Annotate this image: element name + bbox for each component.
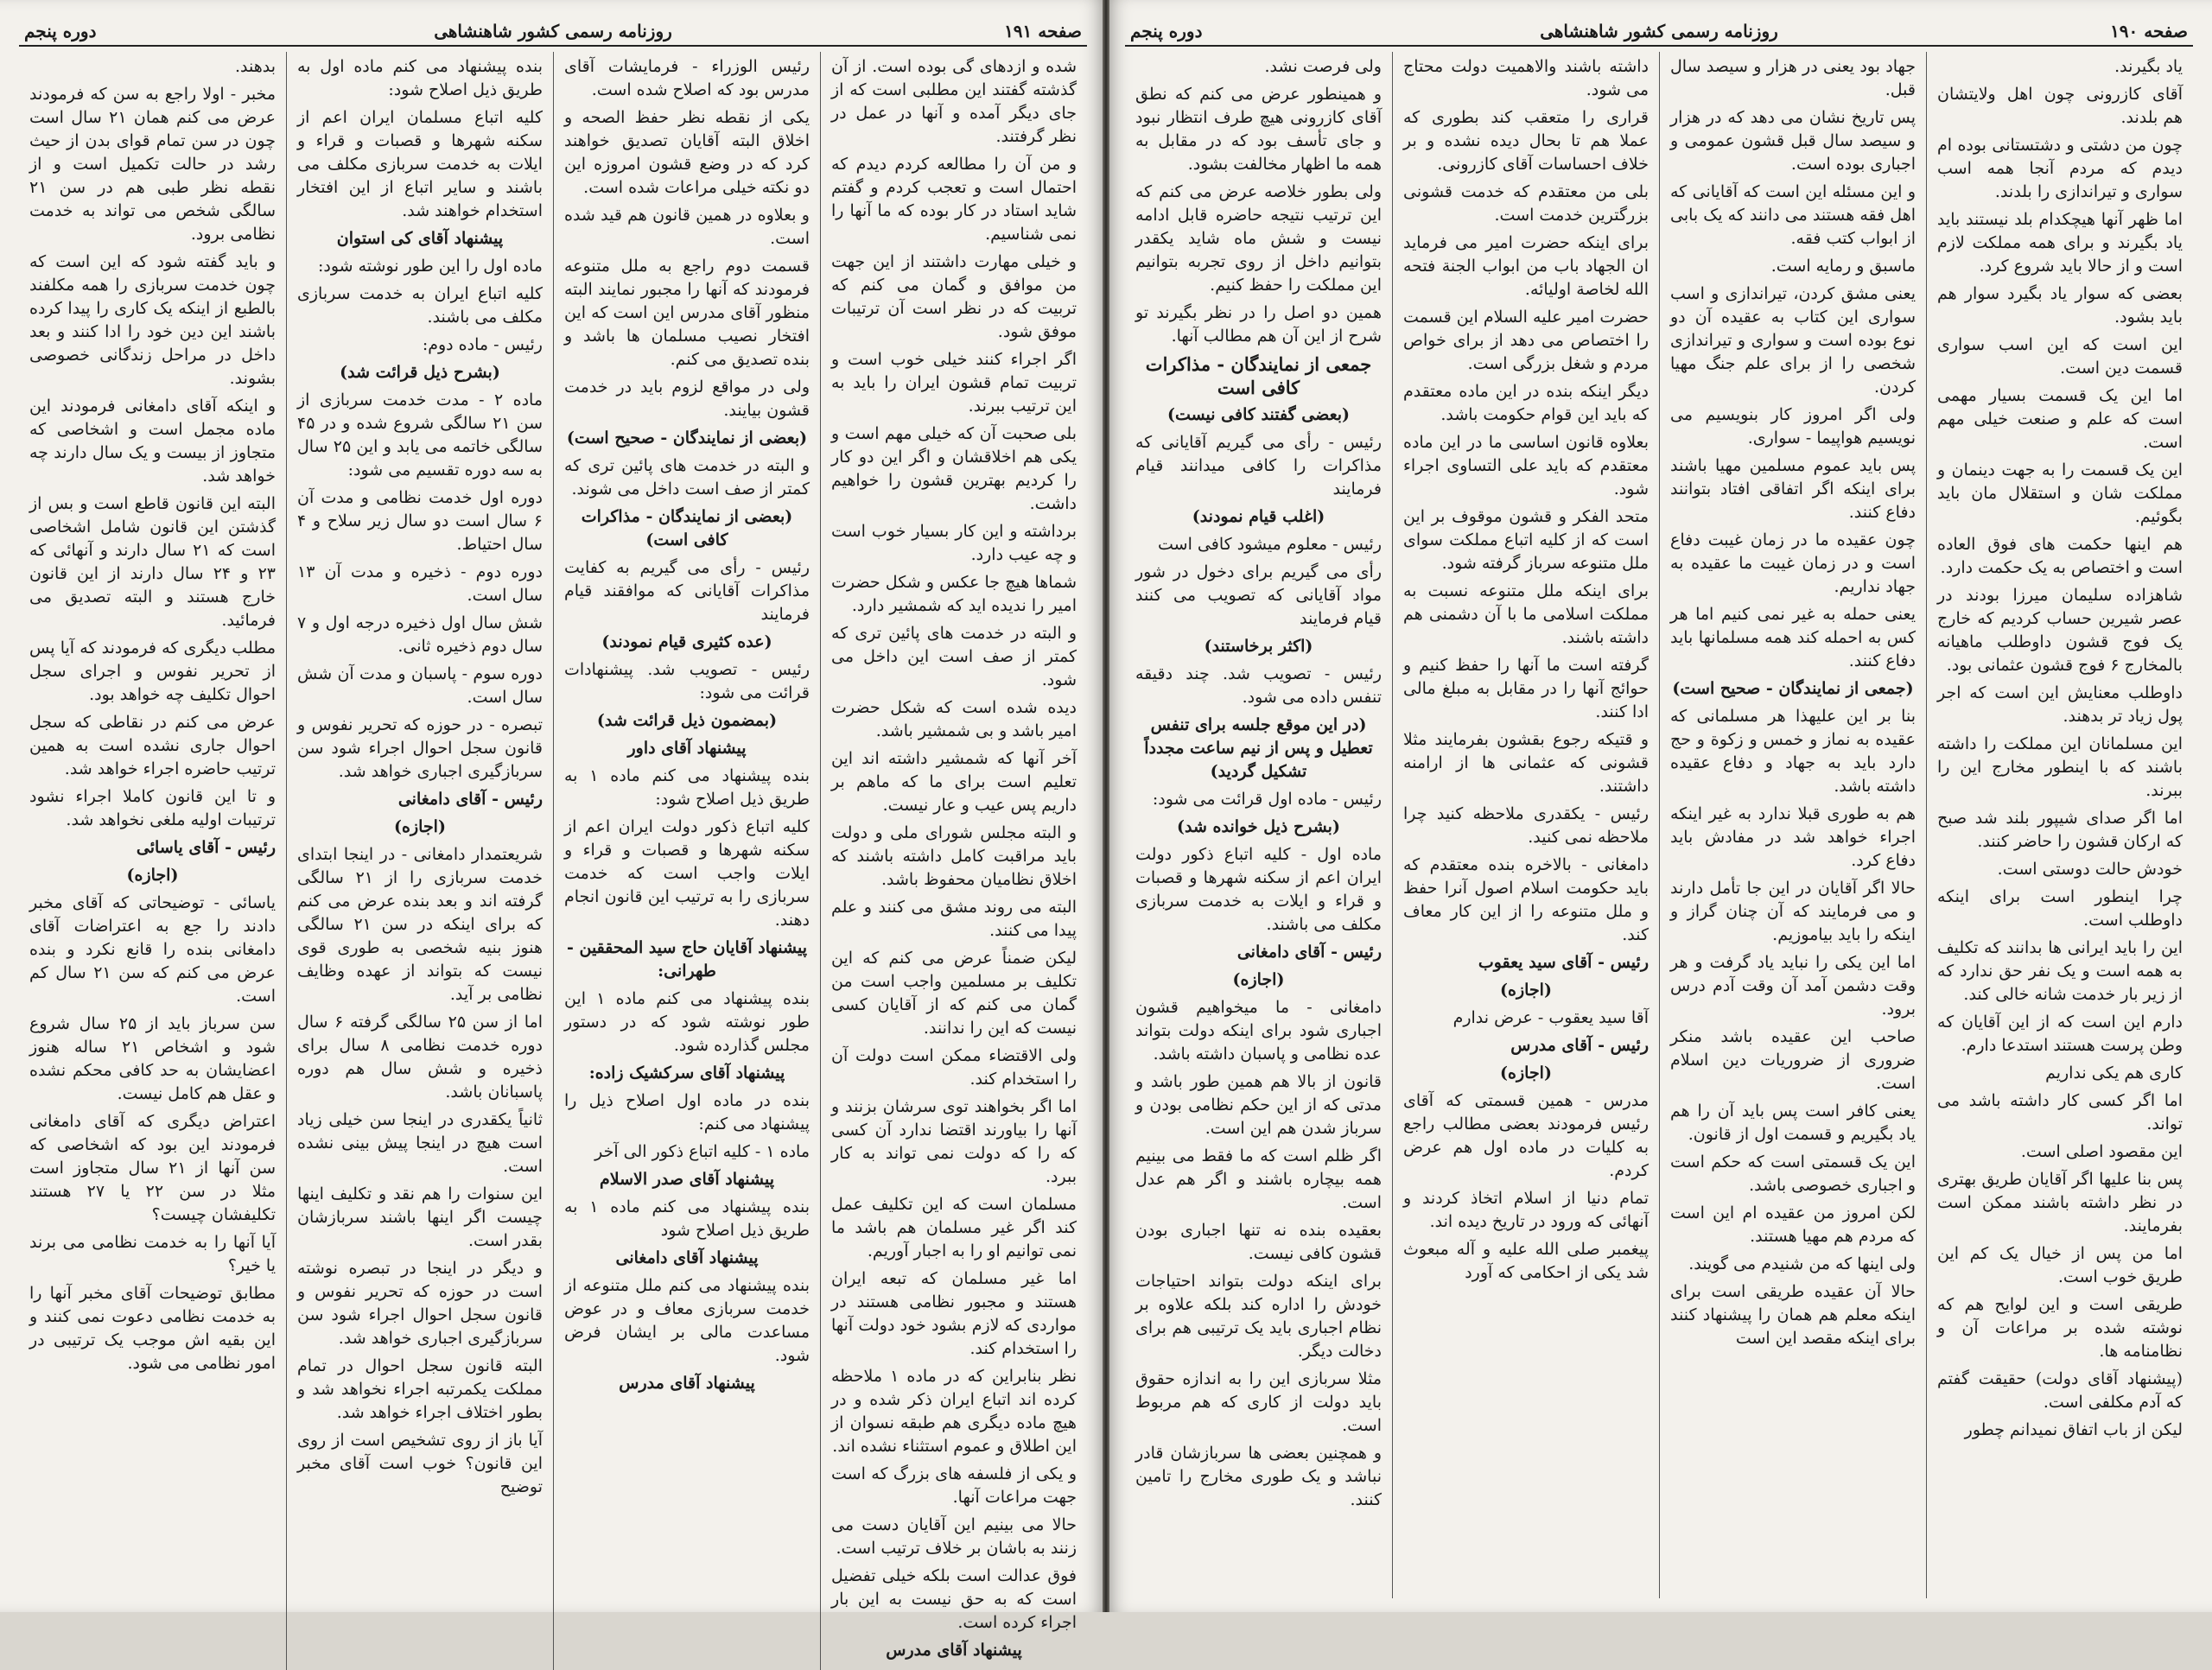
paragraph: رئیس - آقای یاسائی — [136, 838, 276, 857]
paragraph: بعلاوه قانون اساسی ما در این ماده معتقدم که باید علی التساوی اجراء شود. — [1403, 433, 1649, 498]
paragraph: ولی الاقتضاء ممکن است دولت آن را استخدام کند. — [831, 1046, 1077, 1089]
paragraph: ولی اینها که من شنیدم می گویند. — [1688, 1254, 1916, 1273]
paragraph: برداشته و این کار بسیار خوب است و چه عیب دارد. — [831, 522, 1077, 564]
right-page-column-4 — [1125, 52, 1392, 1598]
paragraph: اما اگر بخواهند توی سرشان بزنند و آنها را بیاورند اقتضا ندارد آن کسی که را که دولت نمی تواند به کار ببرد. — [831, 1097, 1077, 1186]
paragraph: رئیس - معلوم میشود کافی است — [1158, 535, 1382, 554]
paragraph: رئیس - یکقدری ملاحظه کنید چرا ملاحظه نمی کنید. — [1403, 804, 1649, 847]
paragraph: (عده کثیری قیام نمودند) — [601, 632, 772, 651]
paragraph: تمام دنیا از اسلام اتخاذ کردند و آنهائی که ورود در تاریخ دیده اند. — [1403, 1189, 1649, 1231]
right-page-number: صفحه ۱۹۰ — [2110, 21, 2188, 41]
paragraph: البته می روند مشق می کنند و علم پیدا می کنند. — [831, 898, 1077, 940]
paragraph: مدرس - همین قسمتی که آقای رئیس فرمودند بعضی مطالب راجع به کلیات در ماده اول هم عرض کردم. — [1403, 1091, 1649, 1180]
paragraph: برای اینکه دولت بتواند احتیاجات خودش را اداره کند بلکه علاوه بر نظام اجباری باید یک ترتیبی هم برای دخالت دیگر. — [1135, 1272, 1382, 1361]
paragraph: اما من پس از خیال یک کم این طریق خوب است. — [1937, 1244, 2183, 1286]
paragraph: ولی فرصت نشد. — [1264, 57, 1382, 76]
paragraph: این مسلمانان این مملکت را داشته باشند که با اینطور مخارج این را ببرند. — [1937, 734, 2183, 800]
paragraph: و همچنین بعضی ها سربازشان قادر نباشد و یک طوری مخارج را تامین کنند. — [1135, 1444, 1382, 1509]
paragraph: رئیس - ماده اول قرائت می شود: — [1152, 790, 1382, 809]
paragraph: صاحب این عقیده باشد منکر ضروری از ضروریات دین اسلام است. — [1670, 1027, 1916, 1093]
paragraph: (اجازه) — [1232, 970, 1285, 989]
paragraph: البته قانون سجل احوال در تمام مملکت یکمرتبه اجراء نخواهد شد و بطور اختلاف اجراء خواهد شد. — [297, 1356, 543, 1422]
left-page-column-4 — [19, 52, 286, 1670]
paragraph: بنده پیشنهاد می کنم ملل متنوعه از خدمت سربازی معاف و در عوض مساعدت مالی بر ایشان فرض شود. — [564, 1276, 810, 1365]
paragraph: دوره سوم - پاسبان و مدت آن شش سال است. — [297, 664, 543, 707]
paragraph: این است که این اسب سواری قسمت دین است. — [1937, 335, 2183, 378]
paragraph: مطلب دیگری که فرمودند که آیا پس از تحریر نفوس و اجرای سجل احوال تکلیف چه خواهد بود. — [29, 638, 276, 704]
paragraph: گرفته است ما آنها را حفظ کنیم و حوائج آنها را در مقابل به مبلغ مالی ادا کنند. — [1403, 656, 1649, 721]
paragraph: حالا اگر آقایان در این جا تأمل دارند و می فرمایند که آن چنان گراز و اینکه را باید بیاموزیم. — [1670, 879, 1916, 944]
right-page-column-2 — [1659, 52, 1926, 1598]
paragraph: و یکی از فلسفه های بزرگ که است جهت مراعات آنها. — [831, 1464, 1077, 1507]
paragraph: بعقیده بنده نه تنها اجباری بودن قشون کافی نیست. — [1135, 1221, 1382, 1263]
paragraph: حالا می بینیم این آقایان دست می زنند به باشان بر خلاف ترتیب است. — [831, 1515, 1077, 1558]
paragraph: کلیه اتباع مسلمان ایران اعم از سکنه شهرها و قصبات و قراء و ایلات به خدمت سربازی مکلف می باشند و سایر اتباع از این افتخار استخدام خواهند شد. — [297, 108, 543, 220]
paragraph: (پیشنهاد آقای دولت) حقیقت گفتم که آدم مکلفی است. — [1937, 1369, 2183, 1412]
paragraph: اما اگر کسی کار داشته باشد می تواند. — [1937, 1091, 2183, 1133]
paragraph: و باید گفته شود که این است که چون خدمت سربازی را همه مکلفند بالطبع از اینکه یک کاری را پیدا کرده باشند این دین خود را ادا کنند و بعد داخل در مراحل زندگانی خصوصی بشوند. — [29, 252, 276, 388]
paragraph: دارم این است که از این آقایان که وطن پرست هستند استدعا دارم. — [1937, 1013, 2183, 1055]
paragraph: این سنوات را هم نقد و تکلیف اینها چیست اگر اینها باشند سربازشان بقدر است. — [297, 1184, 543, 1250]
right-page-title: روزنامه رسمی کشور شاهنشاهی — [1540, 21, 1778, 41]
paragraph: اما اگر صدای شیپور بلند شد صبح که ارکان قشون را حاضر کنند. — [1937, 809, 2183, 851]
paragraph: ماده اول - کلیه اتباع ذکور دولت ایران اعم از سکنه شهرها و قصبات و قراء و ایلات به خدمت سربازی مکلف می باشند. — [1135, 845, 1382, 934]
paragraph: بنده پیشنهاد می کنم ماده ۱ به طریق ذیل اصلاح شود — [564, 1197, 810, 1240]
paragraph: حالا آن عقیده طریقی است برای اینکه معلم هم همان را پیشنهاد کنند برای اینکه مقصد این است — [1670, 1282, 1916, 1348]
paragraph: و تا این قانون کاملا اجراء نشود ترتیبات اولیه ملغی نخواهد شد. — [29, 787, 276, 829]
paragraph: رأی می گیریم برای دخول در شور مواد آقایانی که تصویب می کنند قیام فرمایند — [1135, 562, 1382, 628]
paragraph: اما این یکی را نباید یاد گرفت و هر وقت دشمن آمد آن وقت آدم درس برود. — [1670, 953, 1916, 1019]
paragraph: رئیس - آقای دامغانی — [1236, 943, 1382, 962]
paragraph: این یک قسمت را به جهت دینمان و مملکت شان و استقلال مان باید بگوئیم. — [1937, 460, 2183, 526]
paragraph: مثلا سربازی این را به اندازه حقوق باید دولت از کاری که هم مربوط است. — [1135, 1369, 1382, 1435]
paragraph: و خیلی مهارت داشتند از این جهت من موافق و گمان می کنم که تربیت که در نظر است آن ترتیبات موفق شود. — [831, 252, 1077, 341]
paragraph: مخبر - اولا راجع به سن که فرمودند عرض می کنم همان ۲۱ سال است چون در سن تمام قوای بدن از حیث رشد در حالت تکمیل است و از نقطه نظر طبی هم در سن ۲۱ سالگی شخص می تواند به خدمت نظامی برود. — [29, 85, 276, 244]
paragraph: و البته در خدمت های پائین تری که کمتر از صف است این داخل می شود. — [831, 624, 1077, 689]
paragraph: همین دو اصل را در نظر بگیرند تو شرح از این آن هم مطالب آنها. — [1135, 303, 1382, 346]
paragraph: آخر آنها که شمشیر داشته اند این تعلیم است برای ما که ماهم بر داریم پس عیب و عار نیست. — [831, 749, 1077, 815]
paragraph: دوره دوم - ذخیره و مدت آن ۱۳ سال است. — [297, 562, 543, 605]
paragraph: پیشنهاد آقای سرکشیک زاده: — [588, 1064, 785, 1083]
left-page — [0, 0, 1106, 1660]
paragraph: و این مسئله این است که آقایانی که اهل فقه هستند می دانند که یک بابی از ابواب کتب فقه. — [1670, 182, 1916, 248]
paragraph: ولی بطور خلاصه عرض می کنم که این ترتیب نتیجه حاضره قابل ادامه نیست و شش ماه شاید یکقدر بتوانیم داخل از روی تجربه بتوانیم این مملکت را حفظ کنیم. — [1135, 182, 1382, 295]
paragraph: و دیگر در اینجا در تبصره نوشته است در حوزه که تحریر نفوس و قانون سجل احوال اجراء شود سن سربازگیری اجباری خواهد شد. — [297, 1259, 543, 1348]
paragraph: رئیس - رأی می گیریم به کفایت مذاکرات آقایانی که موافقند قیام فرمایند — [564, 558, 810, 624]
paragraph: کاری هم یکی نداریم — [2045, 1064, 2183, 1083]
paragraph: ثانیاً یکقدری در اینجا سن خیلی زیاد است هیچ در اینجا پیش بینی نشده است. — [297, 1110, 543, 1176]
left-page-number: صفحه ۱۹۱ — [1004, 21, 1082, 41]
paragraph: جمعی از نمایندگان - مذاکرات کافی است — [1145, 353, 1372, 398]
paragraph: لیکن از باب اتفاق نمیدانم چطور — [1964, 1420, 2183, 1439]
paragraph: مطابق توضیحات آقای مخبر آنها را به خدمت نظامی دعوت نمی کنند و این بقیه اش موجب یک ترتیبی در امور نظامی می شود. — [29, 1284, 276, 1373]
paragraph: آیا آنها را به خدمت نظامی می برند یا خیر؟ — [29, 1233, 276, 1275]
paragraph: و اینکه آقای دامغانی فرمودند این ماده مجمل است و اشخاصی که متجاوز از بیست و یک سال دارند چه خواهد شد. — [29, 397, 276, 486]
paragraph: بنا بر این علیهذا هر مسلمانی که عقیده به نماز و خمس و زکوة و حج دارد باید به جهاد و دفاع عقیده داشته باشد. — [1670, 707, 1916, 796]
right-page-columns — [1125, 52, 2193, 1598]
paragraph: یاد بگیرند. — [2114, 57, 2183, 76]
paragraph: هم اینها حکمت های فوق العاده است و اختصاص به یک حکمت دارد. — [1937, 535, 2183, 577]
paragraph: آقای کازرونی چون اهل ولایتشان هم بلدند. — [1937, 85, 2183, 127]
paragraph: (بعضی گفتند کافی نیست) — [1166, 405, 1351, 424]
paragraph: ماده ۲ - مدت خدمت سربازی از سن ۲۱ سالگی شروع شده و در ۴۵ سالگی خاتمه می یابد و این ۲۵ سال به سه دوره تقسیم می شود: — [297, 391, 543, 479]
paragraph: قراری را متعقب کند بطوری که عملا هم تا بحال دیده نشده و بر خلاف احساسات آقای کازرونی. — [1403, 108, 1649, 174]
paragraph: و من آن را مطالعه کردم دیدم که احتمال است و تعجب کردم و گفتم شاید استاد در کار بوده که ما آنها را نمی شناسیم. — [831, 155, 1077, 244]
paragraph: بعضی که سوار یاد بگیرد سوار هم باید بشود. — [1937, 284, 2183, 327]
paragraph: بدهند. — [234, 57, 276, 76]
paragraph: شده و ازدهای گی بوده است. از آن گذشته گفتند این مطلبی است که از جای دیگر آمده و آنها در عمل در نظر گرفتند. — [831, 57, 1077, 146]
paragraph: (اجازه) — [1500, 1064, 1552, 1083]
paragraph: یکی از نقطه نظر حفظ الصحه و اخلاق البته آقایان تصدیق خواهند کرد که در وضع قشون امروزه این دو نکته خیلی مراعات شده است. — [564, 108, 810, 197]
paragraph: قسمت دوم راجع به ملل متنوعه فرمودند که آنها را مجبور نمایند البته منظور آقای مدرس این است که این افتخار نصیب مسلمان ها باشد و بنده تصدیق می کنم. — [564, 257, 810, 369]
paragraph: شاهزاده سلیمان میرزا بودند در عصر شیرین حساب کردیم که خارج یک فوج قشون داوطلب ماهیانه بالمخارج ۶ فوج قشون عثمانی بود. — [1937, 586, 2183, 675]
paragraph: شریعتمدار دامغانی - در اینجا ابتدای خدمت سربازی را از ۲۱ سالگی گرفته اند و بعد بنده عرض می کنم که برای اینکه در سن ۲۱ سالگی هنوز بنیه شخصی به طوری قوی نیست که بتواند از عهده وظایف نظامی بر آید. — [297, 845, 543, 1004]
paragraph: بنده پیشنهاد می کنم ماده ۱ این طور نوشته شود که در دستور مجلس گذارده شود. — [564, 989, 810, 1055]
left-page-column-3 — [286, 52, 553, 1670]
paragraph: و البته مجلس شورای ملی و دولت باید مراقبت کامل داشته باشند که اخلاق نظامیان محفوظ باشد. — [831, 823, 1077, 889]
paragraph: داوطلب معنایش این است که اجر پول زیاد تر بدهند. — [1937, 683, 2183, 726]
paragraph: ماسبق و رمایه است. — [1770, 257, 1916, 276]
paragraph: طریقی است و این لوایح هم که نوشته شده بر مراعات آن و نظامنامه ها. — [1937, 1295, 2183, 1361]
paragraph: (اکثر برخاستند) — [1204, 637, 1313, 656]
paragraph: ماده اول را این طور نوشته شود: — [317, 257, 543, 276]
paragraph: دامغانی - بالاخره بنده معتقدم که باید حکومت اسلام اصول آنرا حفظ و ملل متنوعه را از این کار معاف کند. — [1403, 855, 1649, 944]
paragraph: و قتیکه رجوع بقشون بفرمایند مثلا قشونی که عثمانی ها از ارامنه داشتند. — [1403, 730, 1649, 796]
paragraph: آیا باز از روی تشخیص است از روی این قانون؟ خوب است آقای مخبر توضیح — [297, 1431, 543, 1496]
paragraph: اگر ظلم است که ما فقط می بینیم همه بیچاره باشند و اگر هم عدل است. — [1135, 1146, 1382, 1212]
paragraph: عرض می کنم در نقاطی که سجل احوال جاری نشده است به همین ترتیب حاضره اجراء خواهد شد. — [29, 713, 276, 778]
paragraph: ولی در مواقع لزوم باید در خدمت قشون بیایند. — [564, 378, 810, 420]
paragraph: متحد الفکر و قشون موقوف بر این است که از کلیه اتباع مملکت سوای ملل متنوعه سرباز گرفته شود. — [1403, 507, 1649, 573]
paragraph: دوره اول خدمت نظامی و مدت آن ۶ سال است دو سال زیر سلاح و ۴ سال احتیاط. — [297, 488, 543, 554]
paragraph: شش سال اول ذخیره درجه اول و ۷ سال دوم ذخیره ثانی. — [297, 613, 543, 656]
paragraph: پیشنهاد آقای داور — [627, 739, 747, 758]
paragraph: پس باید عموم مسلمین مهیا باشند برای اینکه اگر اتفاقی افتاد بتوانند دفاع کنند. — [1670, 456, 1916, 522]
paragraph: بلی من معتقدم که خدمت قشونی بزرگترین خدمت است. — [1403, 182, 1649, 225]
right-page-header — [1125, 12, 2193, 47]
paragraph: کلیه اتباع ذکور دولت ایران اعم از سکنه شهرها و قصبات و قراء و ایلات واجب است که خدمت سربازی را به ترتیب این قانون انجام دهند. — [564, 817, 810, 930]
paragraph: رئیس - آقای سید یعقوب — [1478, 953, 1649, 972]
paragraph: (بشرح ذیل خوانده شد) — [1177, 817, 1340, 836]
paragraph: هم به طوری قبلا ندارد به غیر اینکه اجراء خواهد شد در مفادش باید دفاع کرد. — [1670, 804, 1916, 870]
paragraph: اما غیر مسلمان که تبعه ایران هستند و مجبور نظامی هستند در مواردی که لازم بشود خود دولت آنها را استخدام کند. — [831, 1269, 1077, 1358]
paragraph: رئیس - رأی می گیریم آقایانی که مذاکرات را کافی میدانند قیام فرمایند — [1135, 433, 1382, 498]
paragraph: (بعضی از نمایندگان - صحیح است) — [566, 429, 808, 448]
paragraph: بلی صحبت آن که خیلی مهم است و یکی هم اخلاقشان و اگر این دو کار را کردیم بهترین قشون را خواهیم داشت. — [831, 424, 1077, 513]
paragraph: برای اینکه ملل متنوعه نسبت به مملکت اسلامی ما با آن دشمنی هم داشته باشند. — [1403, 581, 1649, 647]
paragraph: (جمعی از نمایندگان - صحیح است) — [1672, 679, 1914, 698]
paragraph: اگر اجراء کنند خیلی خوب است و تربیت تمام قشون ایران را باید به این ترتیب ببرند. — [831, 350, 1077, 416]
paragraph: رئیس - آقای دامغانی — [397, 790, 543, 809]
paragraph: (اغلب قیام نمودند) — [1192, 507, 1325, 526]
paragraph: دیگر اینکه بنده در این ماده معتقدم که باید این قوام حکومت باشد. — [1403, 382, 1649, 424]
right-page-period: دوره پنجم — [1130, 21, 1203, 41]
paragraph: این مقصود اصلی است. — [2020, 1142, 2183, 1161]
left-page-period: دوره پنجم — [24, 21, 97, 41]
paragraph: اما از سن ۲۵ سالگی گرفته ۶ سال دوره خدمت نظامی ۸ سال برای ذخیره و شش سال هم دوره پاسبانان باشد. — [297, 1013, 543, 1102]
paragraph: رئیس - تصویب شد. پیشنهادات قرائت می شود: — [564, 660, 810, 702]
paragraph: آقا سید یعقوب - عرض ندارم — [1452, 1008, 1649, 1027]
paragraph: بنده پیشنهاد می کنم ماده ۱ به طریق ذیل اصلاح شود: — [564, 766, 810, 809]
paragraph: (اجازه) — [126, 866, 179, 885]
paragraph: رئیس - ماده دوم: — [422, 335, 543, 354]
left-page-header — [19, 12, 1087, 47]
paragraph: لکن امروز من عقیده ام این است که مردم هم مهیا هستند. — [1670, 1203, 1916, 1246]
right-page-column-1 — [1926, 52, 2193, 1598]
paragraph: البته این قانون قاطع است و بس از گذشتن این قانون شامل اشخاصی است که ۲۱ سال دارند و آنهائی که ۲۳ و ۲۴ سال دارند از این قانون خارج هستند و البته تصدیق می فرمائید. — [29, 494, 276, 630]
paragraph: یاسائی - توضیحاتی که آقای مخبر دادند را جع به اعتراضات آقای دامغانی بنده را قانع نکرد و بنده عرض می کنم که سن ۲۱ سال کم است. — [29, 893, 276, 1006]
left-page-columns — [19, 52, 1087, 1660]
paragraph: نظر بنابراین که در ماده ۱ ملاحظه کرده اند اتباع ایران ذکر شده و در هیچ ماده دیگری هم طبقه نسوان از این اطلاق و عموم استثناء نشده اند. — [831, 1367, 1077, 1456]
paragraph: (اجازه) — [394, 817, 446, 836]
paragraph: دامغانی - ما میخواهیم قشون اجباری شود برای اینکه دولت بتواند عده نظامی و پاسبان داشته باشد. — [1135, 998, 1382, 1064]
paragraph: و بعلاوه در همین قانون هم قید شده است. — [564, 206, 810, 248]
paragraph: اما این یک قسمت بسیار مهمی است که علم و صنعت خیلی مهم است. — [1937, 386, 2183, 452]
paragraph: این را باید ایرانی ها بدانند که تکلیف به همه است و یک نفر حق ندارد که از زیر بار خدمت شانه خالی کند. — [1937, 938, 2183, 1004]
paragraph: سن سرباز باید از ۲۵ سال شروع شود و اشخاص ۲۱ ساله هنوز اعضایشان به حد کافی محکم نشده و عقل هم کامل نیست. — [29, 1014, 276, 1103]
paragraph: (بمضمون ذیل قرائت شد) — [596, 711, 778, 730]
paragraph: خودش حالت دوستی است. — [1997, 860, 2183, 879]
paragraph: مسلمان است که این تکلیف عمل کند اگر غیر مسلمان هم باشد ما نمی توانیم او را به اجبار آوریم. — [831, 1195, 1077, 1260]
paragraph: فوق عدالت است بلکه خیلی تفضیل است که به حق نیست به این بار اجراء کرده است. — [831, 1566, 1077, 1632]
paragraph: این یک قسمتی است که حکم است و اجباری خصوصی باشد. — [1670, 1152, 1916, 1195]
paragraph: و همینطور عرض می کنم که نطق آقای کازرونی هیچ طرف انتظار نبود و جای تأسف بود که در مقابل به همه ما اظهار مخالفت بشود. — [1135, 85, 1382, 174]
paragraph: (بعضی از نمایندگان - مذاکرات کافی است) — [581, 507, 793, 549]
paragraph: اعتراض دیگری که آقای دامغانی فرمودند این بود که اشخاصی که سن آنها از ۲۱ سال متجاوز است مثلا در سن ۲۲ یا ۲۷ هستند تکلیفشان چیست؟ — [29, 1112, 276, 1224]
paragraph: ولی اگر امروز کار بنویسیم می نویسیم هواپیما - سواری. — [1670, 405, 1916, 448]
paragraph: اما ظهر آنها هیچکدام بلد نیستند باید یاد بگیرند و برای همه مملکت لازم است و از حالا باید شروع کرد. — [1937, 210, 2183, 276]
paragraph: پیشنهاد آقای صدر الاسلام — [600, 1170, 774, 1189]
paragraph: تبصره - در حوزه که تحریر نفوس و قانون سجل احوال اجراء شود سن سربازگیری اجباری خواهد شد. — [297, 715, 543, 781]
paragraph: پیشنهاد آقای دامغانی — [615, 1248, 759, 1267]
paragraph: رئیس - آقای مدرس — [1510, 1036, 1649, 1055]
paragraph: پیغمبر صلی الله علیه و آله مبعوث شد یکی از احکامی که آورد — [1403, 1240, 1649, 1282]
paragraph: یعنی مشق کردن، تیراندازی و اسب سواری این کتاب به عقیده آن دو نوع بوده است و سواری و تیراندازی شخصی را از برای علم جنگ مهیا کردن. — [1670, 284, 1916, 397]
left-page-column-1 — [820, 52, 1087, 1670]
paragraph: رئیس الوزراء - فرمایشات آقای مدرس بود که اصلاح شده است. — [564, 57, 810, 99]
paragraph: رئیس - تصویب شد. چند دقیقه تنفس داده می شود. — [1135, 664, 1382, 707]
paragraph: ماده ۱ - کلیه اتباع ذکور الی آخر — [594, 1142, 810, 1161]
paragraph: برای اینکه حضرت امیر می فرماید ان الجهاد باب من ابواب الجنة فتحه الله لخاصة اولیائه. — [1403, 233, 1649, 299]
paragraph: پیشنهاد آقای مدرس — [619, 1374, 755, 1393]
paragraph: (اجازه) — [1500, 981, 1552, 1000]
paragraph: قانون از بالا هم همین طور باشد و مدتی که از این حکم نظامی بودن و سرباز شدن هم این است. — [1135, 1072, 1382, 1138]
paragraph: چون عقیده ما در زمان غیبت دفاع است و در زمان غیبت ما عقیده به جهاد نداریم. — [1670, 530, 1916, 596]
paragraph: شماها هیچ جا عکس و شکل حضرت امیر را ندیده اید که شمشیر دارد. — [831, 573, 1077, 615]
paragraph: پیشنهاد آقایان حاج سید المحققین - طهرانی: — [566, 938, 807, 981]
paragraph: حضرت امیر علیه السلام این قسمت را اختصاص می دهد از برای خواص مردم و شغل بزرگی است. — [1403, 308, 1649, 373]
paragraph: بنده پیشنهاد می کنم ماده اول به طریق ذیل اصلاح شود: — [297, 57, 543, 99]
paragraph: دیده شده است که شکل حضرت امیر باشد و بی شمشیر باشد. — [831, 698, 1077, 740]
left-page-title: روزنامه رسمی کشور شاهنشاهی — [434, 21, 672, 41]
paragraph: و البته در خدمت های پائین تری که کمتر از صف است داخل می شوند. — [564, 456, 810, 498]
paragraph: پیشنهاد آقای مدرس — [886, 1641, 1022, 1660]
page-fold — [1103, 0, 1109, 1612]
paragraph: (بشرح ذیل قرائت شد) — [340, 363, 500, 382]
paragraph: جهاد بود یعنی در هزار و سیصد سال قبل. — [1670, 57, 1916, 99]
paragraph: کلیه اتباع ایران به خدمت سربازی مکلف می باشند. — [297, 284, 543, 327]
left-page-column-2 — [553, 52, 820, 1670]
paragraph: چرا اینطور است برای اینکه داوطلب است. — [1937, 887, 2183, 930]
paragraph: بنده در ماده اول اصلاح ذیل را پیشنهاد می کنم: — [564, 1091, 810, 1133]
paragraph: (در این موقع جلسه برای تنفس تعطیل و پس از نیم ساعت مجدداً تشکیل گردید) — [1144, 715, 1373, 781]
paragraph: پس بنا علیها اگر آقایان طریق بهتری در نظر داشته باشند ممکن است بفرمایند. — [1937, 1170, 2183, 1235]
paragraph: لیکن ضمناً عرض می کنم که این تکلیف بر مسلمین واجب است من گمان می کنم که از آقایان کسی نیست که این را ندانند. — [831, 949, 1077, 1038]
right-page — [1106, 0, 2212, 1612]
paragraph: پس تاریخ نشان می دهد که در هزار و سیصد سال قبل قشون عمومی و اجباری بوده است. — [1670, 108, 1916, 174]
paragraph: داشته باشند والاهمیت دولت محتاج می شود. — [1403, 57, 1649, 99]
paragraph: یعنی کافر است پس باید آن را هم یاد بگیریم و قسمت اول از قانون. — [1670, 1102, 1916, 1144]
paragraph: یعنی حمله به غیر نمی کنیم اما هر کس به احمله کند همه مسلمانها باید دفاع کنند. — [1670, 605, 1916, 670]
right-page-column-3 — [1392, 52, 1659, 1598]
paragraph: چون من دشتی و دشتستانی بوده ام دیدم که مردم آنجا همه اسب سواری و تیراندازی را بلدند. — [1937, 136, 2183, 201]
paragraph: پیشنهاد آقای کی استوان — [336, 229, 504, 248]
